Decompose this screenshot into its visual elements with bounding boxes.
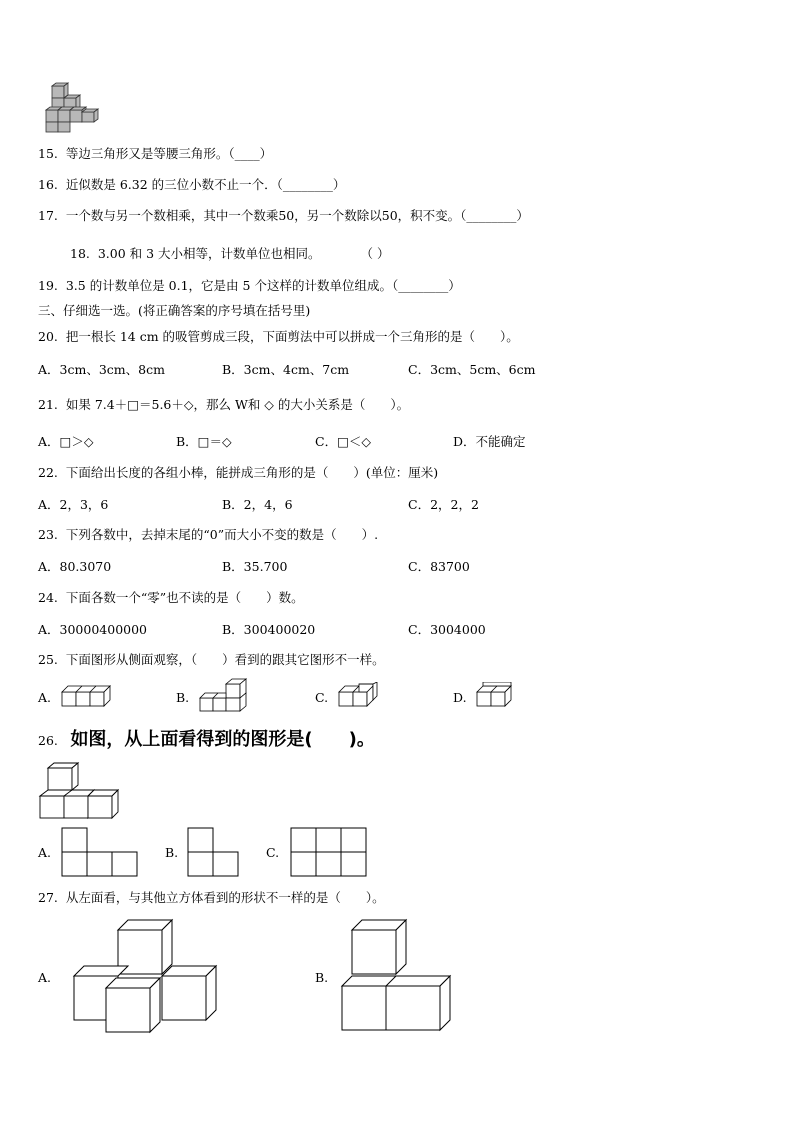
section-3-heading: 三、仔细选一选。(将正确答案的序号填在括号里) <box>38 303 311 318</box>
question-23 <box>38 527 378 543</box>
q26-option-a[interactable]: A. <box>38 845 52 860</box>
q25-option-b[interactable]: B. <box>176 690 190 705</box>
q27-figure-b <box>340 918 454 1034</box>
q22-option-a[interactable]: A．2，3，6 <box>38 497 109 512</box>
question-number: 17. <box>38 208 58 223</box>
q26-figure-b <box>187 827 239 877</box>
question-number: 18. <box>70 246 90 261</box>
q27-figure-a <box>72 918 222 1036</box>
q25-option-d[interactable]: D. <box>453 690 467 705</box>
question-number: 19. <box>38 278 58 293</box>
question-15 <box>38 146 272 162</box>
question-text: 等边三角形又是等腰三角形。（____） <box>65 146 273 161</box>
question-text: 从左面看，与其他立方体看到的形状不一样的是（ ）。 <box>65 890 385 905</box>
question-text: 如果 7.4＋□＝5.6＋◇，那么 W和 ◇ 的大小关系是（ ）。 <box>65 397 410 412</box>
q27-option-a[interactable]: A. <box>38 970 52 985</box>
q24-option-b[interactable]: B．300400020 <box>222 622 316 637</box>
question-number: 22. <box>38 465 58 480</box>
question-text: 3.5 的计数单位是 0.1，它是由 5 个这样的计数单位组成。（________） <box>65 278 461 293</box>
question-text: 下面图形从侧面观察，（ ）看到的跟其它图形不一样。 <box>65 652 385 667</box>
q25-figure-c <box>337 682 379 708</box>
question-number: 24. <box>38 590 58 605</box>
question-27 <box>38 890 385 906</box>
question-18 <box>70 246 390 262</box>
question-number: 21. <box>38 397 58 412</box>
question-text: 3.00 和 3 大小相等，计数单位也相同。 <box>97 246 321 261</box>
question-number: 25. <box>38 652 58 667</box>
q20-option-b[interactable]: B．3cm、4cm、7cm <box>222 362 350 377</box>
cube-stack-figure-top <box>44 82 100 134</box>
question-text: 下面给出长度的各组小棒，能拼成三角形的是（ ）(单位：厘米) <box>65 465 439 480</box>
question-text: 把一根长 14 cm 的吸管剪成三段，下面剪法中可以拼成一个三角形的是（ ）。 <box>65 329 519 344</box>
question-24 <box>38 590 304 606</box>
q25-figure-a <box>60 684 112 708</box>
q26-figure-a <box>61 827 138 877</box>
question-number: 23. <box>38 527 58 542</box>
answer-paren: （ ） <box>360 246 390 261</box>
q25-figure-d <box>475 682 517 708</box>
question-text: 下列各数中，去掉末尾的“0”而大小不变的数是（ ）. <box>65 527 379 542</box>
question-19 <box>38 278 461 294</box>
q23-option-a[interactable]: A．80.3070 <box>38 559 112 574</box>
q25-option-a[interactable]: A. <box>38 690 52 705</box>
question-text: 下面各数一个“零”也不读的是（ ）数。 <box>65 590 304 605</box>
question-26 <box>38 729 375 752</box>
q21-option-b[interactable]: B．□＝◇ <box>176 434 232 449</box>
question-text: 近似数是 6.32 的三位小数不止一个．（________） <box>65 177 346 192</box>
question-number: 15. <box>38 146 58 161</box>
q25-option-c[interactable]: C. <box>315 690 329 705</box>
q21-option-a[interactable]: A．□＞◇ <box>38 434 94 449</box>
question-22 <box>38 465 438 481</box>
question-16 <box>38 177 345 193</box>
question-text: 一个数与另一个数相乘，其中一个数乘50，另一个数除以50，积不变。（________） <box>65 208 529 223</box>
question-17 <box>38 208 529 224</box>
q26-option-b[interactable]: B. <box>165 845 179 860</box>
q21-option-c[interactable]: C．□＜◇ <box>315 434 371 449</box>
question-number: 26. <box>38 733 58 748</box>
q22-option-b[interactable]: B．2，4，6 <box>222 497 293 512</box>
question-number: 27. <box>38 890 58 905</box>
q27-option-b[interactable]: B. <box>315 970 329 985</box>
question-number: 16. <box>38 177 58 192</box>
q24-option-c[interactable]: C．3004000 <box>408 622 486 637</box>
q25-figure-b <box>198 678 248 714</box>
q22-option-c[interactable]: C．2，2，2 <box>408 497 479 512</box>
question-20 <box>38 329 519 345</box>
q26-figure-c <box>290 827 367 877</box>
q20-option-c[interactable]: C．3cm、5cm、6cm <box>408 362 536 377</box>
q21-option-d[interactable]: D．不能确定 <box>453 434 526 449</box>
question-25 <box>38 652 385 668</box>
q20-option-a[interactable]: A．3cm、3cm、8cm <box>38 362 165 377</box>
q23-option-b[interactable]: B．35.700 <box>222 559 288 574</box>
q26-option-c[interactable]: C. <box>266 845 280 860</box>
q23-option-c[interactable]: C．83700 <box>408 559 470 574</box>
question-21 <box>38 397 409 413</box>
q24-option-a[interactable]: A．30000400000 <box>38 622 148 637</box>
question-number: 20. <box>38 329 58 344</box>
q26-cube-figure <box>38 762 124 820</box>
question-text: 如图，从上面看得到的图形是( )。 <box>70 729 375 750</box>
